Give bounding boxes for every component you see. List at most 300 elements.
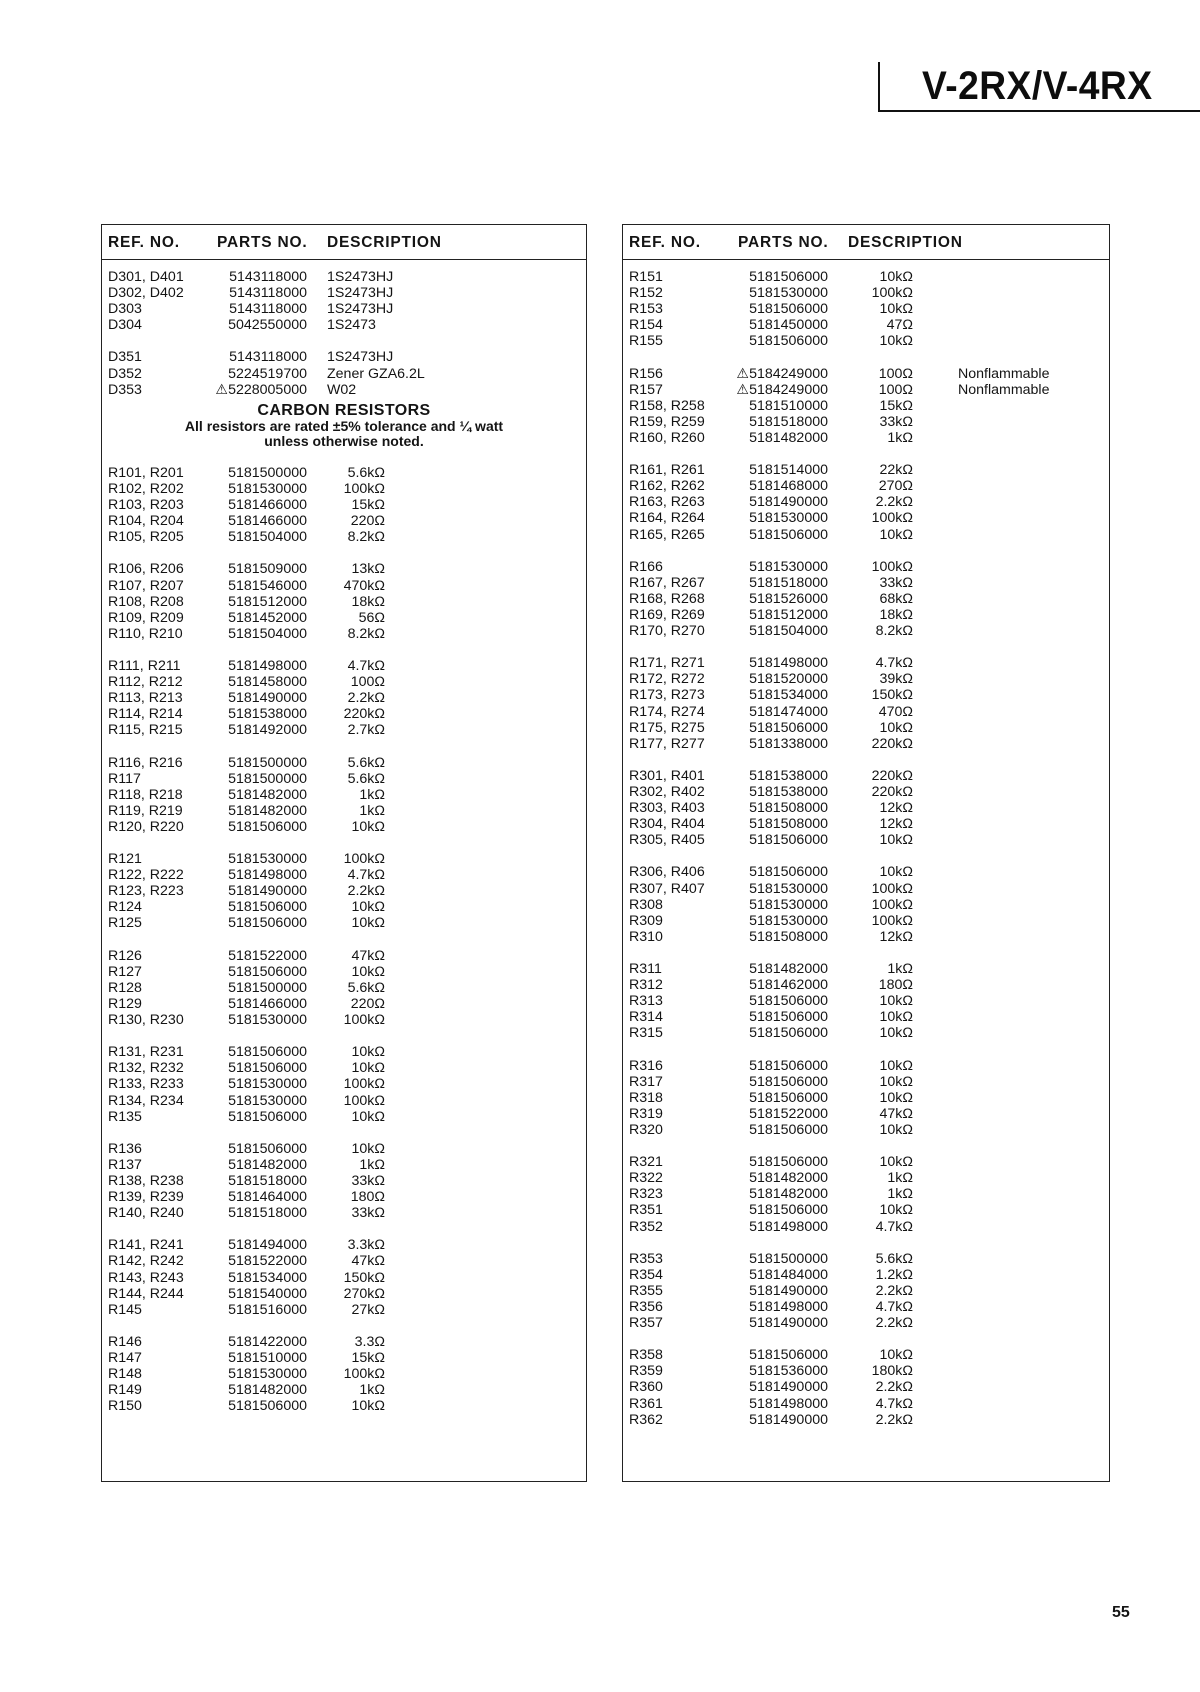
ref-no-cell: R313 xyxy=(629,993,663,1010)
parts-no-cell: 5181484000 xyxy=(749,1266,828,1283)
table-row xyxy=(102,964,586,980)
table-row xyxy=(102,578,586,594)
ref-no-cell: R108, R208 xyxy=(108,593,184,610)
value-cell: 100kΩ xyxy=(343,1076,385,1093)
value-cell: 1kΩ xyxy=(887,1170,913,1187)
value-cell: 180kΩ xyxy=(871,1363,913,1380)
column-description: DESCRIPTION xyxy=(327,234,442,251)
value-cell: 220kΩ xyxy=(343,706,385,723)
ref-no-cell: R157 xyxy=(629,381,663,398)
value-cell: 2.7kΩ xyxy=(347,722,385,739)
value-cell: 5.6kΩ xyxy=(347,464,385,481)
parts-no-cell: 5181516000 xyxy=(228,1301,307,1318)
value-cell: 5.6kΩ xyxy=(347,979,385,996)
table-row xyxy=(102,771,586,787)
table-row xyxy=(623,559,1109,575)
parts-no-cell: 5181506000 xyxy=(749,301,828,318)
value-cell: 5.6kΩ xyxy=(347,770,385,787)
ref-no-cell: R305, R405 xyxy=(629,832,705,849)
table-row xyxy=(102,674,586,690)
parts-no-cell: 5181482000 xyxy=(749,1170,828,1187)
description-cell: Zener GZA6.2L xyxy=(327,365,425,382)
ref-no-cell: R151 xyxy=(629,269,663,285)
table-row xyxy=(623,1170,1109,1186)
ref-no-cell: R318 xyxy=(629,1089,663,1106)
parts-no-cell: 5181530000 xyxy=(749,285,828,302)
parts-no-cell: 5181494000 xyxy=(228,1237,307,1254)
parts-no-cell: 5181530000 xyxy=(228,1366,307,1383)
table-row xyxy=(623,1283,1109,1299)
table-row xyxy=(623,816,1109,832)
value-cell: 10kΩ xyxy=(351,1398,385,1415)
value-cell: 4.7kΩ xyxy=(875,655,913,672)
table-row xyxy=(623,687,1109,703)
value-cell: 10kΩ xyxy=(879,526,913,543)
ref-no-cell: R120, R220 xyxy=(108,818,184,835)
parts-no-cell: 5181530000 xyxy=(228,1076,307,1093)
description-cell: 1S2473 xyxy=(327,317,376,334)
parts-no-cell: 5181530000 xyxy=(749,510,828,527)
value-cell: 4.7kΩ xyxy=(347,657,385,674)
table-body xyxy=(102,260,586,1414)
table-row xyxy=(623,1106,1109,1122)
ref-no-cell: R358 xyxy=(629,1347,663,1364)
column-ref-no: REF. NO. xyxy=(629,234,701,251)
ref-no-cell: R105, R205 xyxy=(108,529,184,546)
value-cell: 12kΩ xyxy=(879,800,913,817)
table-row xyxy=(623,575,1109,591)
table-row xyxy=(623,1219,1109,1235)
ref-no-cell: R104, R204 xyxy=(108,513,184,530)
table-header xyxy=(623,225,1109,260)
table-row xyxy=(623,671,1109,687)
parts-no-cell: 5181506000 xyxy=(228,899,307,916)
ref-no-cell: R322 xyxy=(629,1170,663,1187)
value-cell: 1kΩ xyxy=(887,961,913,978)
ref-no-cell: R126 xyxy=(108,947,142,964)
ref-no-cell: R144, R244 xyxy=(108,1285,184,1302)
ref-no-cell: R302, R402 xyxy=(629,784,705,800)
parts-no-cell: 5181464000 xyxy=(228,1189,307,1206)
ref-no-cell: R124 xyxy=(108,899,142,916)
table-row xyxy=(102,301,586,317)
ref-no-cell: R314 xyxy=(629,1009,663,1026)
table-row xyxy=(102,626,586,642)
table-row xyxy=(623,478,1109,494)
table-row xyxy=(102,1302,586,1318)
value-cell: 100kΩ xyxy=(871,896,913,913)
parts-no-cell: 5181530000 xyxy=(228,851,307,868)
description-cell: 1S2473HJ xyxy=(327,269,394,285)
ref-no-cell: R118, R218 xyxy=(108,786,183,803)
ref-no-cell: R153 xyxy=(629,301,663,318)
table-row xyxy=(102,610,586,626)
value-cell: 2.2kΩ xyxy=(347,883,385,900)
table-row xyxy=(102,465,586,481)
description-cell: 1S2473HJ xyxy=(327,301,394,318)
value-cell: 150kΩ xyxy=(871,687,913,704)
parts-no-cell: 5181452000 xyxy=(228,609,307,626)
parts-no-cell: 5181506000 xyxy=(228,1398,307,1415)
parts-no-cell: 5224519700 xyxy=(228,365,307,382)
parts-no-cell: 5181530000 xyxy=(749,912,828,929)
table-row xyxy=(102,980,586,996)
table-row xyxy=(623,736,1109,752)
value-cell: 10kΩ xyxy=(351,1044,385,1061)
parts-no-cell: 5181506000 xyxy=(228,915,307,932)
ref-no-cell: R156 xyxy=(629,365,663,382)
table-row xyxy=(623,800,1109,816)
value-cell: 18kΩ xyxy=(351,593,385,610)
table-row xyxy=(102,317,586,333)
ref-no-cell: R127 xyxy=(108,963,142,980)
ref-no-cell: R149 xyxy=(108,1382,142,1399)
value-cell: 10kΩ xyxy=(879,301,913,318)
value-cell: 27kΩ xyxy=(351,1301,385,1318)
value-cell: 33kΩ xyxy=(879,574,913,591)
ref-no-cell: R171, R271 xyxy=(629,655,705,672)
table-row xyxy=(623,720,1109,736)
value-cell: 12kΩ xyxy=(879,928,913,945)
value-cell: 8.2kΩ xyxy=(347,529,385,546)
ref-no-cell: R139, R239 xyxy=(108,1189,184,1206)
value-cell: 10kΩ xyxy=(879,832,913,849)
ref-no-cell: R141, R241 xyxy=(108,1237,184,1254)
parts-no-cell: 5181482000 xyxy=(228,1156,307,1173)
ref-no-cell: D351 xyxy=(108,349,142,366)
value-cell: 1kΩ xyxy=(887,429,913,446)
table-row xyxy=(623,768,1109,784)
parts-no-cell: 5181466000 xyxy=(228,497,307,514)
parts-no-cell: 5181518000 xyxy=(228,1172,307,1189)
parts-no-cell: 5181506000 xyxy=(749,864,828,881)
value-cell: 100kΩ xyxy=(343,480,385,497)
carbon-resistors-note-1: All resistors are rated ±5% tolerance and ¼ watt xyxy=(184,417,504,434)
parts-no-cell: 5181522000 xyxy=(228,947,307,964)
ref-no-cell: R130, R230 xyxy=(108,1012,184,1029)
value-cell: 10kΩ xyxy=(351,915,385,932)
table-row xyxy=(623,961,1109,977)
ref-no-cell: R161, R261 xyxy=(629,462,705,479)
value-cell: 10kΩ xyxy=(879,1154,913,1171)
table-row xyxy=(623,591,1109,607)
value-cell: 1kΩ xyxy=(887,1186,913,1203)
table-row xyxy=(623,269,1109,285)
parts-no-cell: 5181506000 xyxy=(749,526,828,543)
table-row xyxy=(623,462,1109,478)
parts-no-cell: 5181504000 xyxy=(228,625,307,642)
ref-no-cell: R131, R231 xyxy=(108,1044,184,1061)
ref-no-cell: R165, R265 xyxy=(629,526,705,543)
ref-no-cell: R123, R223 xyxy=(108,883,184,900)
table-row xyxy=(102,1189,586,1205)
table-row xyxy=(623,382,1109,398)
parts-no-cell: 5181458000 xyxy=(228,674,307,691)
parts-no-cell: 5181498000 xyxy=(228,657,307,674)
parts-no-cell: 5181492000 xyxy=(228,722,307,739)
table-row xyxy=(623,881,1109,897)
value-cell: 33kΩ xyxy=(351,1205,385,1222)
ref-no-cell: R310 xyxy=(629,928,663,945)
ref-no-cell: R159, R259 xyxy=(629,413,705,430)
ref-no-cell: R360 xyxy=(629,1379,663,1396)
value-cell: 10kΩ xyxy=(351,899,385,916)
value-cell: 4.7kΩ xyxy=(347,867,385,884)
parts-no-cell: 5181500000 xyxy=(228,979,307,996)
column-parts-no: PARTS NO. xyxy=(217,234,308,251)
ref-no-cell: R304, R404 xyxy=(629,816,705,833)
ref-no-cell: R320 xyxy=(629,1121,663,1138)
ref-no-cell: R111, R211 xyxy=(108,657,181,674)
table-row xyxy=(102,803,586,819)
ref-no-cell: R175, R275 xyxy=(629,719,705,736)
table-row xyxy=(102,787,586,803)
table-row xyxy=(102,1270,586,1286)
ref-no-cell: R353 xyxy=(629,1250,663,1267)
ref-no-cell: R112, R212 xyxy=(108,674,183,691)
table-row xyxy=(102,996,586,1012)
value-cell: 100kΩ xyxy=(871,510,913,527)
ref-no-cell: R362 xyxy=(629,1411,663,1428)
note-cell: Nonflammable xyxy=(958,365,1050,382)
parts-no-cell: 5181508000 xyxy=(749,800,828,817)
description-cell: 1S2473HJ xyxy=(327,349,394,366)
parts-no-cell: 5181482000 xyxy=(228,1382,307,1399)
table-row xyxy=(623,1058,1109,1074)
value-cell: 2.2kΩ xyxy=(875,494,913,511)
ref-no-cell: R307, R407 xyxy=(629,880,705,897)
value-cell: 100kΩ xyxy=(343,1366,385,1383)
ref-no-cell: R361 xyxy=(629,1395,663,1412)
parts-no-cell: 5181490000 xyxy=(228,883,307,900)
value-cell: 100kΩ xyxy=(343,1012,385,1029)
ref-no-cell: R170, R270 xyxy=(629,623,705,640)
resistor-list xyxy=(102,465,586,1415)
parts-no-cell: 5181500000 xyxy=(749,1250,828,1267)
value-cell: 13kΩ xyxy=(351,561,385,578)
value-cell: 1kΩ xyxy=(359,802,385,819)
parts-no-cell: 5181474000 xyxy=(749,703,828,720)
value-cell: 8.2kΩ xyxy=(347,625,385,642)
table-row xyxy=(102,819,586,835)
value-cell: 470kΩ xyxy=(343,577,385,594)
parts-no-cell: 5181506000 xyxy=(749,832,828,849)
parts-no-cell: 5181482000 xyxy=(228,786,307,803)
value-cell: 68kΩ xyxy=(879,590,913,607)
parts-no-cell: 5181506000 xyxy=(749,1025,828,1042)
ref-no-cell: R145 xyxy=(108,1301,142,1318)
page-number: 55 xyxy=(1112,1604,1130,1621)
value-cell: 5.6kΩ xyxy=(875,1250,913,1267)
ref-no-cell: R173, R273 xyxy=(629,687,705,704)
table-row xyxy=(623,285,1109,301)
value-cell: 270Ω xyxy=(878,478,913,495)
value-cell: 1kΩ xyxy=(359,1156,385,1173)
parts-no-cell: 5181514000 xyxy=(749,462,828,479)
table-row xyxy=(623,704,1109,720)
parts-no-cell: 5181482000 xyxy=(749,1186,828,1203)
value-cell: 220Ω xyxy=(350,513,385,530)
table-row xyxy=(623,1347,1109,1363)
parts-no-cell: 5181534000 xyxy=(749,687,828,704)
value-cell: 10kΩ xyxy=(879,993,913,1010)
value-cell: 10kΩ xyxy=(351,1140,385,1157)
value-cell: 2.2kΩ xyxy=(875,1282,913,1299)
ref-no-cell: R140, R240 xyxy=(108,1205,184,1222)
ref-no-cell: D304 xyxy=(108,317,142,334)
parts-no-cell: 5181490000 xyxy=(749,1411,828,1428)
parts-no-cell: 5181530000 xyxy=(228,1012,307,1029)
ref-no-cell: R125 xyxy=(108,915,142,932)
value-cell: 10kΩ xyxy=(879,1057,913,1074)
value-cell: 10kΩ xyxy=(879,1025,913,1042)
table-body xyxy=(623,260,1109,1428)
parts-no-cell: 5181506000 xyxy=(749,1089,828,1106)
value-cell: 10kΩ xyxy=(879,269,913,285)
table-row xyxy=(102,1237,586,1253)
table-row xyxy=(102,594,586,610)
table-row xyxy=(623,1299,1109,1315)
ref-no-cell: R174, R274 xyxy=(629,703,705,720)
parts-no-cell: 5181506000 xyxy=(749,1202,828,1219)
parts-no-cell: 5181506000 xyxy=(749,1073,828,1090)
ref-no-cell: R167, R267 xyxy=(629,574,705,591)
parts-no-cell: 5181506000 xyxy=(749,1154,828,1171)
table-row xyxy=(623,977,1109,993)
value-cell: 15kΩ xyxy=(879,397,913,414)
value-cell: 10kΩ xyxy=(879,1347,913,1364)
table-row xyxy=(102,1012,586,1028)
parts-no-cell: ⚠5184249000 xyxy=(736,365,828,382)
value-cell: 4.7kΩ xyxy=(875,1299,913,1315)
ref-no-cell: R134, R234 xyxy=(108,1092,184,1109)
value-cell: 100kΩ xyxy=(871,558,913,575)
value-cell: 4.7kΩ xyxy=(875,1395,913,1412)
value-cell: 10kΩ xyxy=(879,333,913,350)
parts-no-cell: 5181498000 xyxy=(749,1218,828,1235)
table-row xyxy=(102,349,586,365)
table-row xyxy=(102,366,586,382)
parts-no-cell: 5143118000 xyxy=(229,285,307,302)
value-cell: 10kΩ xyxy=(879,719,913,736)
value-cell: 10kΩ xyxy=(879,1089,913,1106)
table-row xyxy=(623,333,1109,349)
parts-no-cell: 5181506000 xyxy=(749,1121,828,1138)
table-row xyxy=(623,832,1109,848)
table-row xyxy=(623,1412,1109,1428)
table-row xyxy=(102,867,586,883)
value-cell: 12kΩ xyxy=(879,816,913,833)
table-row xyxy=(102,1076,586,1092)
value-cell: 180Ω xyxy=(350,1189,385,1206)
table-row xyxy=(102,1350,586,1366)
value-cell: 100kΩ xyxy=(871,285,913,302)
ref-no-cell: R155 xyxy=(629,333,663,350)
ref-no-cell: R160, R260 xyxy=(629,429,705,446)
value-cell: 4.7kΩ xyxy=(875,1218,913,1235)
parts-no-cell: 5181500000 xyxy=(228,464,307,481)
value-cell: 5.6kΩ xyxy=(347,754,385,771)
parts-no-cell: 5181522000 xyxy=(749,1105,828,1122)
ref-no-cell: R315 xyxy=(629,1025,663,1042)
ref-no-cell: R102, R202 xyxy=(108,480,184,497)
value-cell: 47kΩ xyxy=(879,1105,913,1122)
value-cell: 10kΩ xyxy=(879,1202,913,1219)
value-cell: 3.3Ω xyxy=(354,1333,385,1350)
table-row xyxy=(102,899,586,915)
table-row xyxy=(623,864,1109,880)
table-row xyxy=(102,497,586,513)
ref-no-cell: R301, R401 xyxy=(629,767,705,784)
parts-no-cell: 5181506000 xyxy=(749,993,828,1010)
table-row xyxy=(623,1379,1109,1395)
ref-no-cell: R113, R213 xyxy=(108,690,183,707)
value-cell: 100kΩ xyxy=(871,880,913,897)
table-row xyxy=(102,561,586,577)
ref-no-cell: R154 xyxy=(629,317,663,334)
table-row xyxy=(623,494,1109,510)
table-row xyxy=(623,398,1109,414)
ref-no-cell: R119, R219 xyxy=(108,802,183,819)
table-row xyxy=(623,1122,1109,1138)
table-row xyxy=(102,529,586,545)
table-row xyxy=(102,851,586,867)
value-cell: 180Ω xyxy=(878,977,913,994)
table-row xyxy=(102,1173,586,1189)
ref-no-cell: R115, R215 xyxy=(108,722,183,739)
ref-no-cell: R137 xyxy=(108,1156,142,1173)
parts-no-cell: 5181506000 xyxy=(749,1347,828,1364)
value-cell: 2.2kΩ xyxy=(875,1379,913,1396)
ref-no-cell: R132, R232 xyxy=(108,1060,184,1077)
ref-no-cell: R117 xyxy=(108,770,141,787)
value-cell: 3.3kΩ xyxy=(347,1237,385,1254)
parts-no-cell: ⚠5184249000 xyxy=(736,381,828,398)
ref-no-cell: R106, R206 xyxy=(108,561,184,578)
value-cell: 100kΩ xyxy=(343,1092,385,1109)
value-cell: 10kΩ xyxy=(351,1060,385,1077)
value-cell: 2.2kΩ xyxy=(875,1411,913,1428)
value-cell: 100kΩ xyxy=(343,851,385,868)
parts-no-cell: 5181500000 xyxy=(228,770,307,787)
value-cell: 100kΩ xyxy=(871,912,913,929)
parts-no-cell: 5181498000 xyxy=(749,1299,828,1315)
table-row xyxy=(102,1382,586,1398)
parts-no-cell: 5181508000 xyxy=(749,928,828,945)
parts-no-cell: 5181506000 xyxy=(749,333,828,350)
table-row xyxy=(623,1025,1109,1041)
parts-no-cell: 5143118000 xyxy=(229,349,307,366)
table-row xyxy=(623,301,1109,317)
table-row xyxy=(623,414,1109,430)
resistor-list xyxy=(623,269,1109,1428)
carbon-resistors-title: CARBON RESISTORS xyxy=(257,401,431,419)
ref-no-cell: R166 xyxy=(629,558,663,575)
parts-no-cell: 5181506000 xyxy=(228,963,307,980)
ref-no-cell: D352 xyxy=(108,365,142,382)
ref-no-cell: R107, R207 xyxy=(108,577,184,594)
column-description: DESCRIPTION xyxy=(848,234,963,251)
ref-no-cell: D302, D402 xyxy=(108,285,184,302)
parts-no-cell: 5181538000 xyxy=(228,706,307,723)
value-cell: 1.2kΩ xyxy=(875,1266,913,1283)
ref-no-cell: R128 xyxy=(108,979,142,996)
value-cell: 150kΩ xyxy=(343,1269,385,1286)
parts-no-cell: 5181506000 xyxy=(749,1009,828,1026)
parts-no-cell: 5143118000 xyxy=(229,269,307,285)
parts-no-cell: 5181490000 xyxy=(749,1282,828,1299)
ref-no-cell: R142, R242 xyxy=(108,1253,184,1270)
